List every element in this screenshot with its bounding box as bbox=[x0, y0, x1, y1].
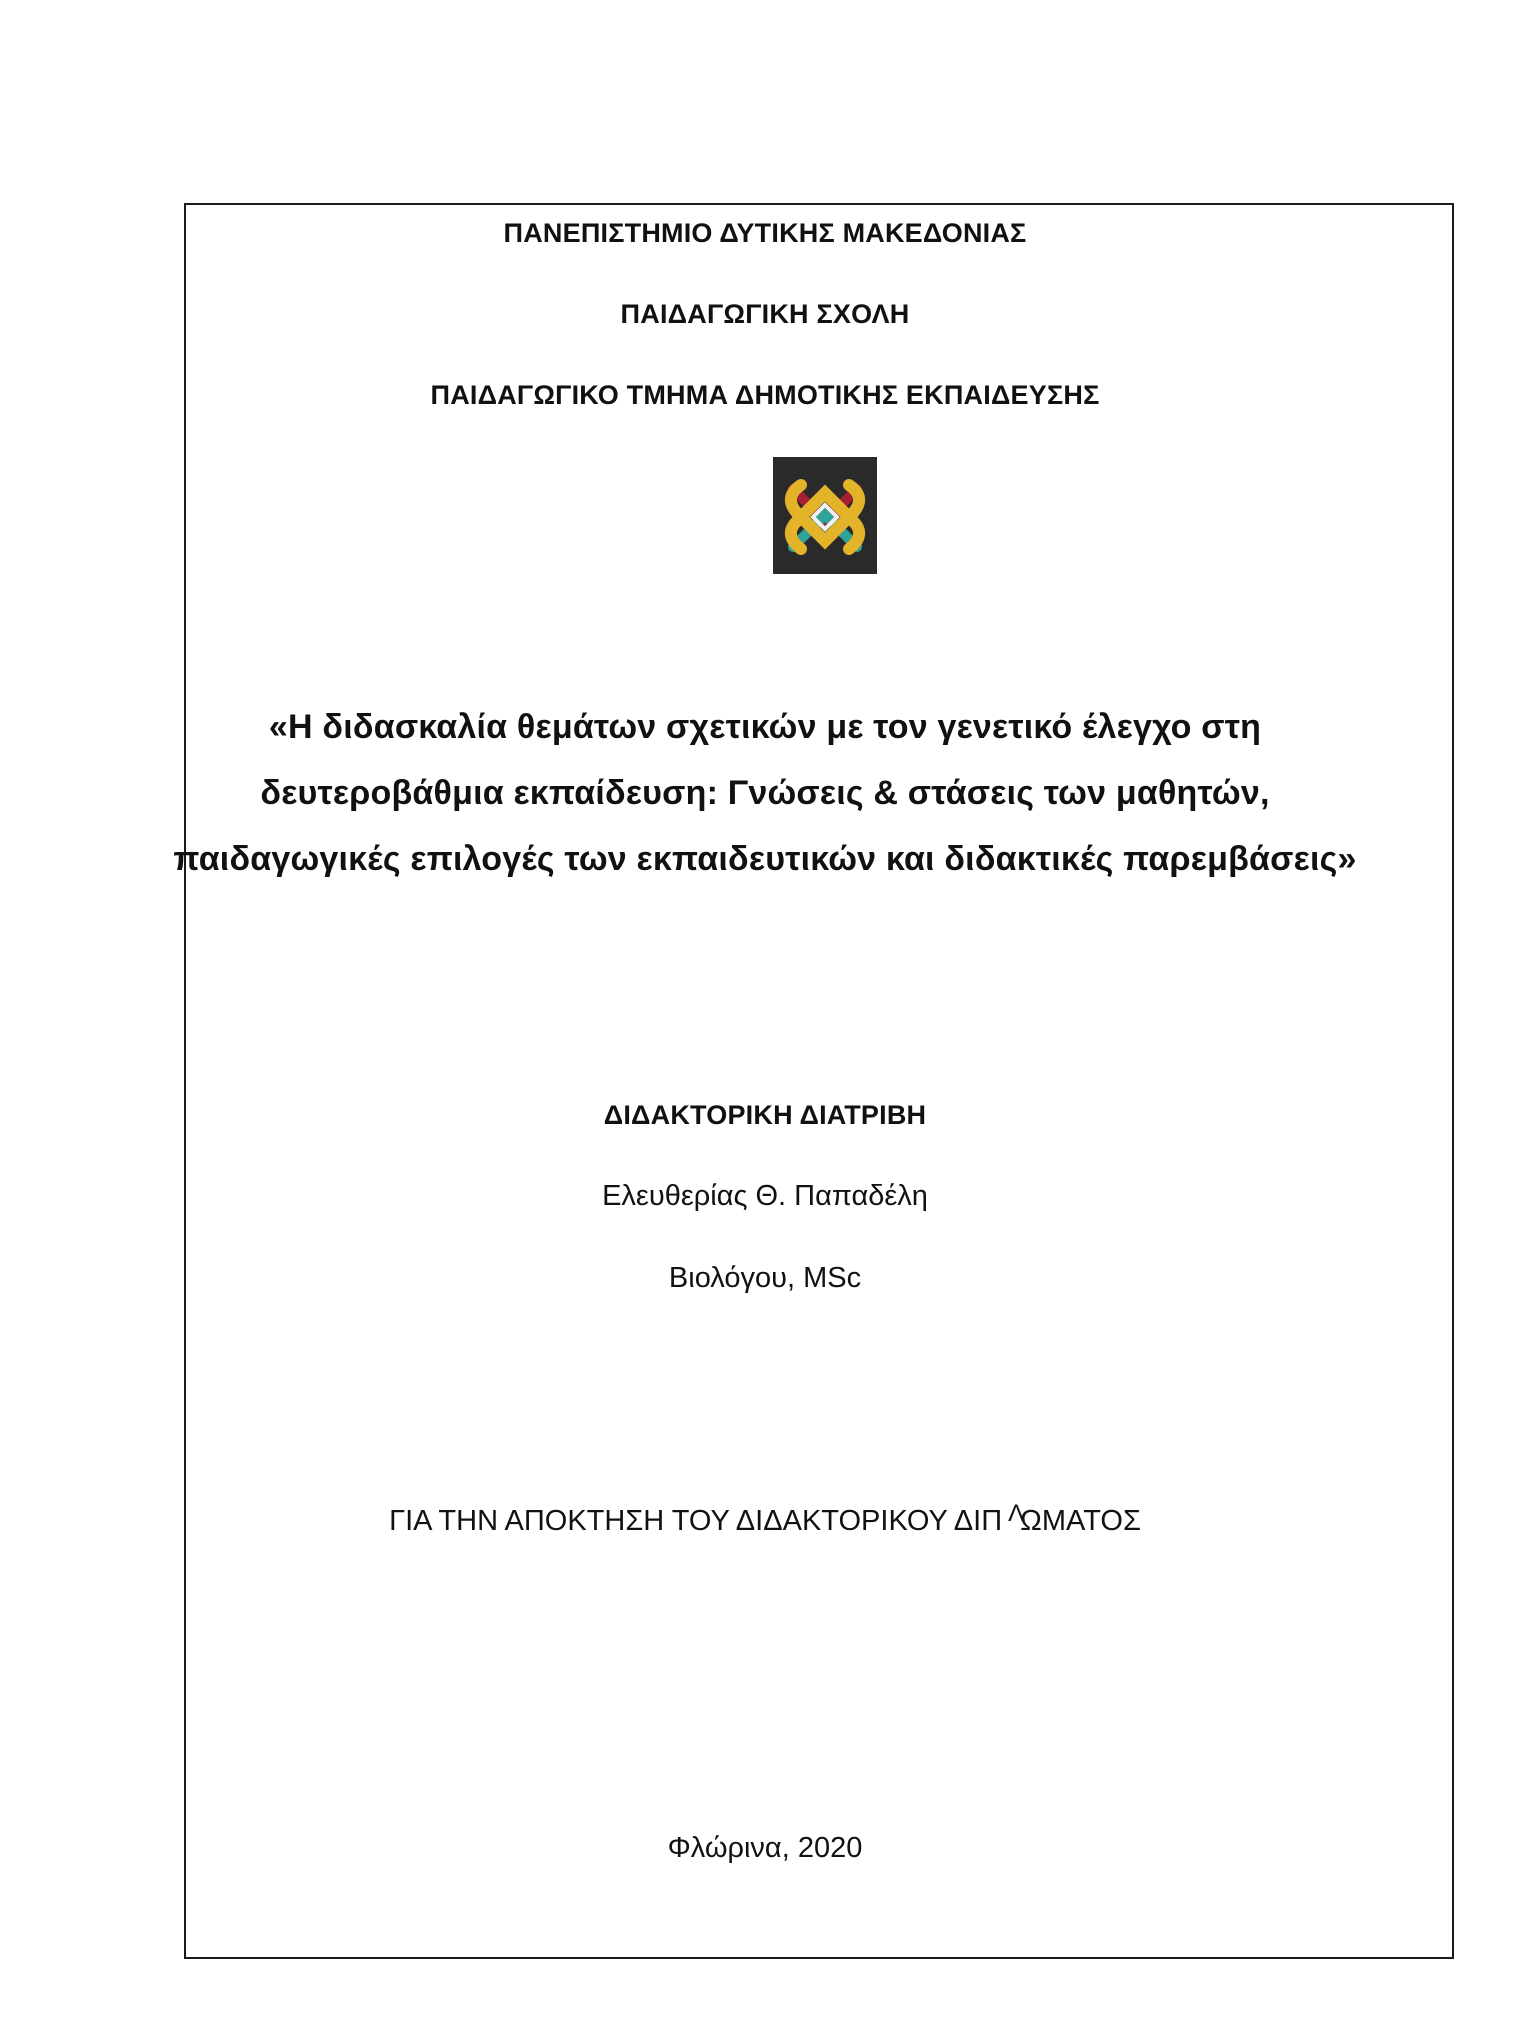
degree-statement bbox=[0, 1500, 1530, 1538]
school-name: ΠΑΙΔΑΓΩΓΙΚΗ ΣΧΟΛΗ bbox=[620, 299, 910, 329]
thesis-title-line-1: «Η διδασκαλία θεμάτων σχετικών με τον γενετικό έλεγχο στη bbox=[268, 708, 1262, 746]
place-and-year: Φλώρινα, 2020 bbox=[667, 1832, 863, 1864]
author-name: Ελευθερίας Θ. Παπαδέλη bbox=[602, 1180, 928, 1212]
university-name: ΠΑΝΕΠΙΣΤΗΜΙΟ ΔΥΤΙΚΗΣ ΜΑΚΕΔΟΝΙΑΣ bbox=[503, 218, 1027, 248]
author-credentials: Βιολόγου, MSc bbox=[668, 1262, 862, 1294]
degree-text-after: ΩΜΑΤΟΣ bbox=[1020, 1505, 1141, 1537]
department-name: ΠΑΙΔΑΓΩΓΙΚΟ ΤΜΗΜΑ ΔΗΜΟΤΙΚΗΣ ΕΚΠΑΙΔΕΥΣΗΣ bbox=[430, 380, 1100, 410]
thesis-title-line-3: παιδαγωγικές επιλογές των εκπαιδευτικών και διδακτικές παρεμβάσεις» bbox=[173, 840, 1357, 878]
university-logo-icon bbox=[773, 457, 877, 574]
degree-text-before: ΓΙΑ ΤΗΝ ΑΠΟΚΤΗΣΗ ΤΟΥ ΔΙΔΑΚΤΟΡΙΚΟΥ ΔΙΠ bbox=[389, 1505, 1003, 1537]
degree-overmark: Λ bbox=[1008, 1500, 1025, 1527]
thesis-title-line-2: δευτεροβάθμια εκπαίδευση: Γνώσεις & στάσεις των μαθητών, bbox=[260, 774, 1270, 812]
thesis-type: ΔΙΔΑΚΤΟΡΙΚΗ ΔΙΑΤΡΙΒΗ bbox=[603, 1100, 927, 1130]
